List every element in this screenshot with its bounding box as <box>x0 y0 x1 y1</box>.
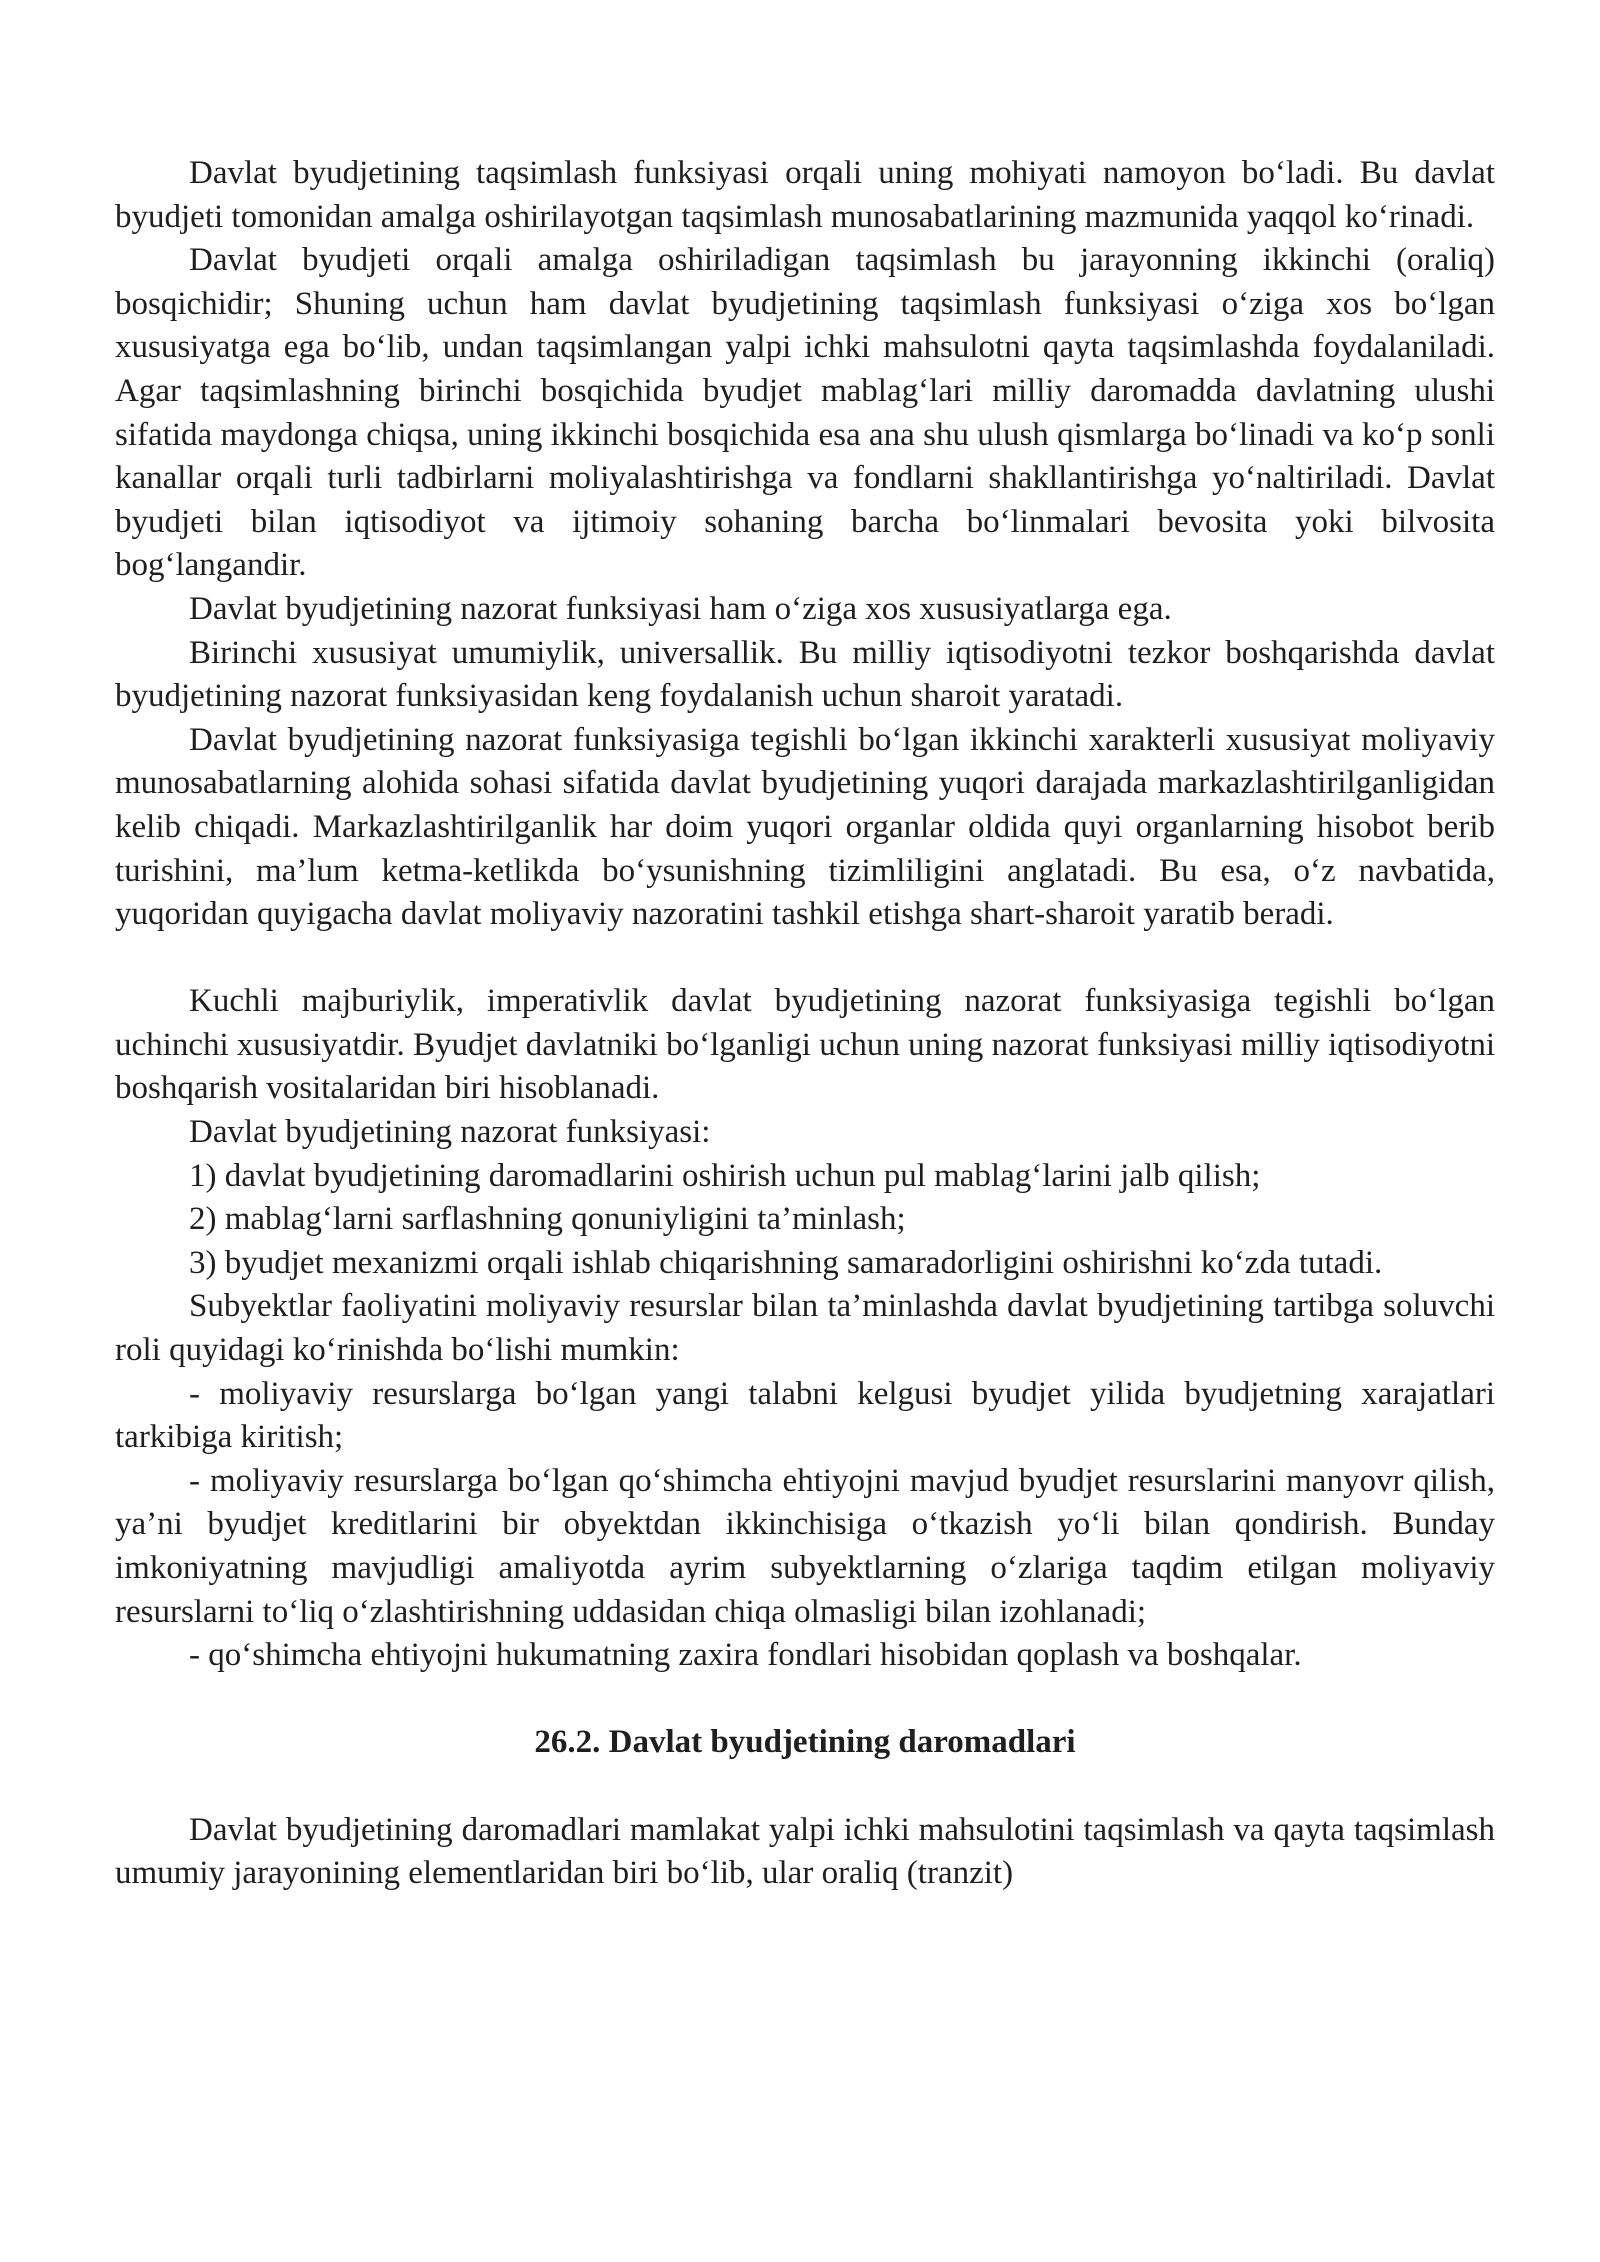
final-paragraph: Davlat byudjetining daromadlari mamlakat yalpi ichki mahsulotini taqsimlash va qayta taqsimlash umumiy jarayonining elementlaridan biri bo‘lib, ular oraliq (tranzit) <box>115 1811 1495 1892</box>
paragraph-2: Davlat byudjeti orqali amalga oshiriladigan taqsimlash bu jarayonning ikkinchi (oraliq) bosqichidir; Shuning uchun ham davlat byudjetining taqsimlash funksiyasi o‘ziga xos bo‘lgan xususiyatga ega bo‘lib, undan taqsimlangan yalpi ichki mahsulotni qayta taqsimlashda foydalaniladi. Agar taqsimlashning birinchi bosqichida byudjet mablag‘lari milliy daromadda davlatning ulushi sifatida maydonga chiqsa, uning ikkinchi bosqichida esa ana shu ulush qismlarga bo‘linadi va ko‘p sonli kanallar orqali turli tadbirlarni moliyalashtirishga va fondlarni shakllantirishga yo‘naltiriladi. Davlat byudjeti bilan iqtisodiyot va ijtimoiy sohaning barcha bo‘linmalari bevosita yoki bilvosita bog‘langandir. <box>115 242 1495 584</box>
dash-item-3: - qo‘shimcha ehtiyojni hukumatning zaxira fondlari hisobidan qoplash va boshqalar. <box>189 1637 1302 1674</box>
paragraph-5: Davlat byudjetining nazorat funksiyasiga tegishli bo‘lgan ikkinchi xarakterli xususiyat moliyaviy munosabatlarning alohida sohasi sifatida davlat byudjetining yuqori darajada markazlashtirilganligidan kelib chiqadi. Markazlashtirilganlik har doim yuqori organlar oldida quyi organlarning hisobot berib turishini, ma’lum ketma-ketlikda bo‘ysunishning tizimliligini anglatadi. Bu esa, o‘z navbatida, yuqoridan quyigacha davlat moliyaviy nazoratini tashkil etishga shart-sharoit yaratib beradi. <box>115 721 1495 933</box>
section-heading: 26.2. Davlat byudjetining daromadlari <box>534 1724 1076 1761</box>
paragraph-1: Davlat byudjetining taqsimlash funksiyasi orqali uning mohiyati namoyon bo‘ladi. Bu davlat byudjeti tomonidan amalga oshirilayotgan taqsimlash munosabatlarining mazmunida yaqqol ko‘rinadi. <box>115 155 1495 235</box>
paragraph-7: Davlat byudjetining nazorat funksiyasi: <box>189 1114 711 1151</box>
blank-line <box>115 937 1495 981</box>
paragraph-3: Davlat byudjetining nazorat funksiyasi ham o‘ziga xos xususiyatlarga ega. <box>189 590 1172 627</box>
list-item-2: 2) mablag‘larni sarflashning qonuniyligini ta’minlash; <box>189 1201 906 1238</box>
document-body <box>115 152 1495 1896</box>
dash-item-2: - moliyaviy resurslarga bo‘lgan qo‘shimcha ehtiyojni mavjud byudjet resurslarini manyovr qilish, ya’ni byudjet kreditlarini bir obyektdan ikkinchisiga o‘tkazish yo‘li bilan qondirish. Bunday imkoniyatning mavjudligi amaliyotda ayrim subyektlarning o‘zlariga taqdim etilgan moliyaviy resurslarni to‘liq o‘zlashtirishning uddasidan chiqa olmasligi bilan izohlanadi; <box>115 1462 1495 1630</box>
list-item-1: 1) davlat byudjetining daromadlarini oshirish uchun pul mablag‘larini jalb qilish; <box>189 1157 1261 1194</box>
paragraph-8: Subyektlar faoliyatini moliyaviy resurslar bilan ta’minlashda davlat byudjetining tartibga soluvchi roli quyidagi ko‘rinishda bo‘lishi mumkin: <box>115 1288 1495 1369</box>
blank-line <box>115 1765 1495 1809</box>
list-item-3: 3) byudjet mexanizmi orqali ishlab chiqarishning samaradorligini oshirishni ko‘zda tutadi. <box>189 1244 1383 1281</box>
paragraph-4: Birinchi xususiyat umumiylik, universallik. Bu milliy iqtisodiyotni tezkor boshqarishda davlat byudjetining nazorat funksiyasidan keng foydalanish uchun sharoit yaratadi. <box>115 634 1495 715</box>
dash-item-1: - moliyaviy resurslarga bo‘lgan yangi talabni kelgusi byudjet yilida byudjetning xarajatlari tarkibiga kiritish; <box>115 1375 1495 1456</box>
blank-line <box>115 1678 1495 1722</box>
paragraph-6: Kuchli majburiylik, imperativlik davlat byudjetining nazorat funksiyasiga tegishli bo‘lgan uchinchi xususiyatdir. Byudjet davlatniki bo‘lganligi uchun uning nazorat funksiyasi milliy iqtisodiyotni boshqarish vositalaridan biri hisoblanadi. <box>115 983 1495 1107</box>
